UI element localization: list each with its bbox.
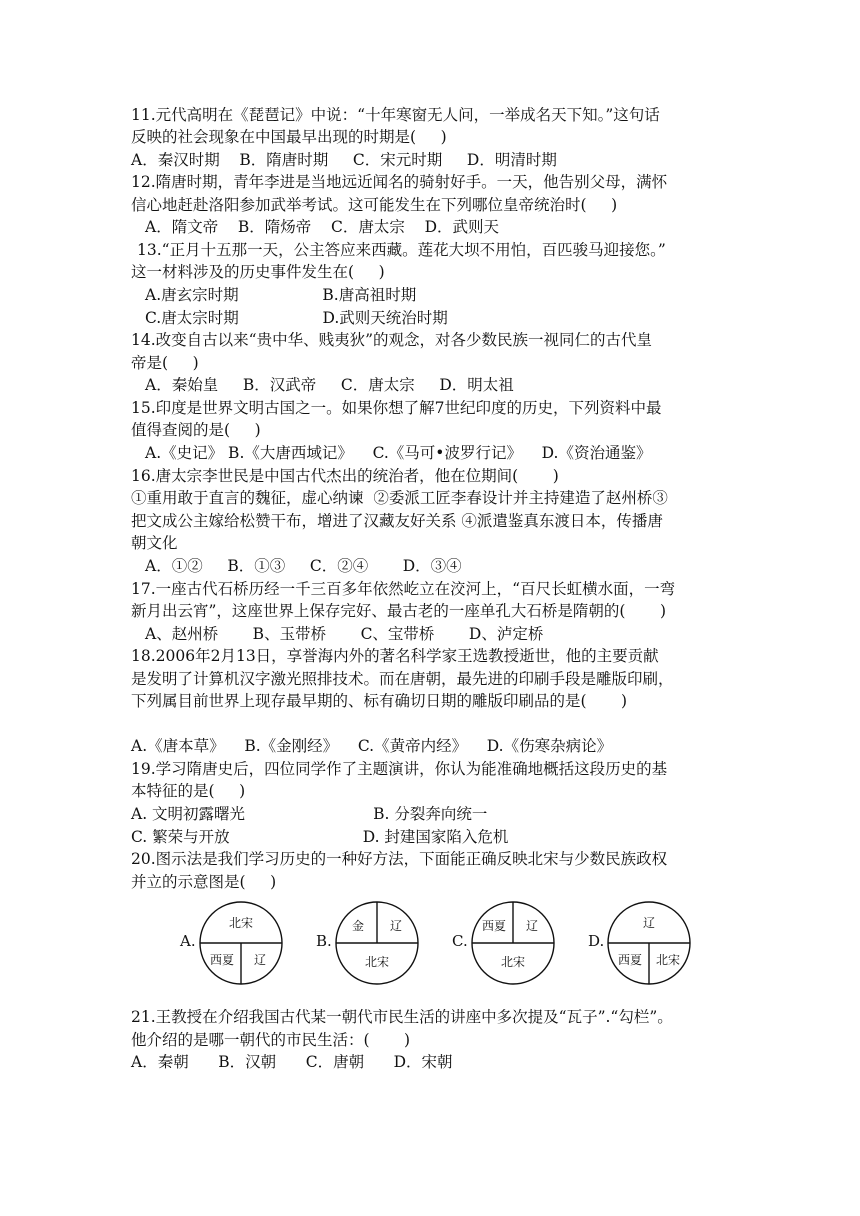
q16-line-4: 朝文化 [131,534,178,552]
q14-options: A．秦始皇 B．汉武帝 C．唐太宗 D．明太祖 [145,376,514,394]
region-bottom-left: 西夏 [617,953,643,967]
q13-line-1: 13.“正月十五那一天，公主答应来西藏。莲花大坝不用怕，百匹骏马迎接您。” [137,241,666,259]
region-top-left: 金 [351,919,365,933]
diagram-option-c [442,898,572,990]
q14-line-1: 14.改变自古以来“贵中华、贱夷狄”的观念，对各少数民族一视同仁的古代皇 [131,331,653,349]
circle-diagram-d [606,900,692,986]
q14-line-2: 帝是( ) [131,354,199,372]
q13-line-2: 这一材料涉及的历史事件发生在( ) [131,263,385,281]
q12-line-2: 信心地赶赴洛阳参加武举考试。这可能发生在下列哪位皇帝统治时( ) [131,196,618,214]
region-bottom-right: 辽 [253,953,267,967]
circle-diagram-a [198,900,284,986]
q16-line-2: ①重用敢于直言的魏征，虚心纳谏 ②委派工匠李春设计并主持建造了赵州桥③ [131,489,668,507]
diagram-option-d [578,898,708,990]
q18-line-3: 下列属目前世界上现存最早期的、标有确切日期的雕版印刷品的是( ) [131,692,628,710]
q19-line-1: 19.学习隋唐史后，四位同学作了主题演讲，你认为能准确地概括这段历史的基 [131,760,668,778]
q20-line-2: 并立的示意图是( ) [131,873,277,891]
region-top: 北宋 [228,916,254,930]
q13-options-row-2: C.唐太宗时期 D.武则天统治时期 [145,309,448,327]
q16-line-1: 16.唐太宗李世民是中国古代杰出的统治者，他在位期间( ) [131,467,559,485]
q12-options: A．隋文帝 B．隋炀帝 C．唐太宗 D．武则天 [145,218,499,236]
region-top: 辽 [642,916,656,930]
circle-diagram-c [470,900,556,986]
q20-line-1: 20.图示法是我们学习历史的一种好方法，下面能正确反映北宋与少数民族政权 [131,850,668,868]
q19-options-row-1: A. 文明初露曙光 B. 分裂奔向统一 [131,805,488,823]
region-bottom-right: 北宋 [655,953,681,967]
circle-diagram-b [334,900,420,986]
q16-options: A．①② B．①③ C．②④ D．③④ [145,557,462,575]
q18-line-1: 18.2006年2月13日，享誉海内外的著名科学家王选教授逝世，他的主要贡献 [131,647,659,665]
diagram-option-label: B. [316,932,332,950]
diagram-option-b [306,898,436,990]
q12-line-1: 12.隋唐时期，青年李进是当地远近闻名的骑射好手。一天，他告别父母，满怀 [131,173,668,191]
q15-line-1: 15.印度是世界文明古国之一。如果你想了解7世纪印度的历史，下列资料中最 [131,399,662,417]
region-top-right: 辽 [389,919,403,933]
diagram-option-label: D. [588,932,605,950]
q11-options: A．秦汉时期 B．隋唐时期 C．宋元时期 D．明清时期 [131,151,557,169]
region-top-left: 西夏 [481,919,507,933]
region-bottom: 北宋 [500,955,526,969]
q19-line-2: 本特征的是( ) [131,782,246,800]
diagram-option-label: C. [452,932,468,950]
region-bottom-left: 西夏 [209,953,235,967]
q18-line-2: 是发明了计算机汉字激光照排技术。而在唐朝，最先进的印刷手段是雕版印刷， [131,670,674,688]
diagram-option-a [170,898,300,990]
q16-line-3: 把文成公主嫁给松赞干布，增进了汉藏友好关系 ④派遣鉴真东渡日本，传播唐 [131,512,663,530]
q11-line-2: 反映的社会现象在中国最早出现的时期是( ) [131,128,447,146]
q21-line-2: 他介绍的是哪一朝代的市民生活：( ) [131,1031,411,1049]
q18-options: A.《唐本草》 B.《金刚经》 C.《黄帝内经》 D.《伤寒杂病论》 [131,737,613,755]
q15-options: A.《史记》 B.《大唐西域记》 C.《马可•波罗行记》 D.《资治通鉴》 [145,444,652,462]
region-bottom: 北宋 [364,955,390,969]
q11-line-1: 11.元代高明在《琵琶记》中说：“十年寒窗无人问，一举成名天下知。”这句话 [131,106,660,124]
diagram-option-label: A. [180,932,196,950]
q21-options: A．秦朝 B．汉朝 C．唐朝 D．宋朝 [131,1053,453,1071]
q19-options-row-2: C. 繁荣与开放 D. 封建国家陷入危机 [131,828,509,846]
q17-line-1: 17.一座古代石桥历经一千三百多年依然屹立在洨河上，“百尺长虹横水面，一弯 [131,580,676,598]
q15-line-2: 值得查阅的是( ) [131,421,261,439]
q20-diagram-options [170,898,710,990]
q17-options: A、赵州桥 B、玉带桥 C、宝带桥 D、泸定桥 [145,625,544,643]
q21-line-1: 21.王教授在介绍我国古代某一朝代市民生活的讲座中多次提及“瓦子”.“勾栏”。 [131,1008,673,1026]
region-top-right: 辽 [525,919,539,933]
q13-options-row-1: A.唐玄宗时期 B.唐高祖时期 [145,286,417,304]
q17-line-2: 新月出云宵”，这座世界上保存完好、最古老的一座单孔大石桥是隋朝的( ) [131,602,667,620]
